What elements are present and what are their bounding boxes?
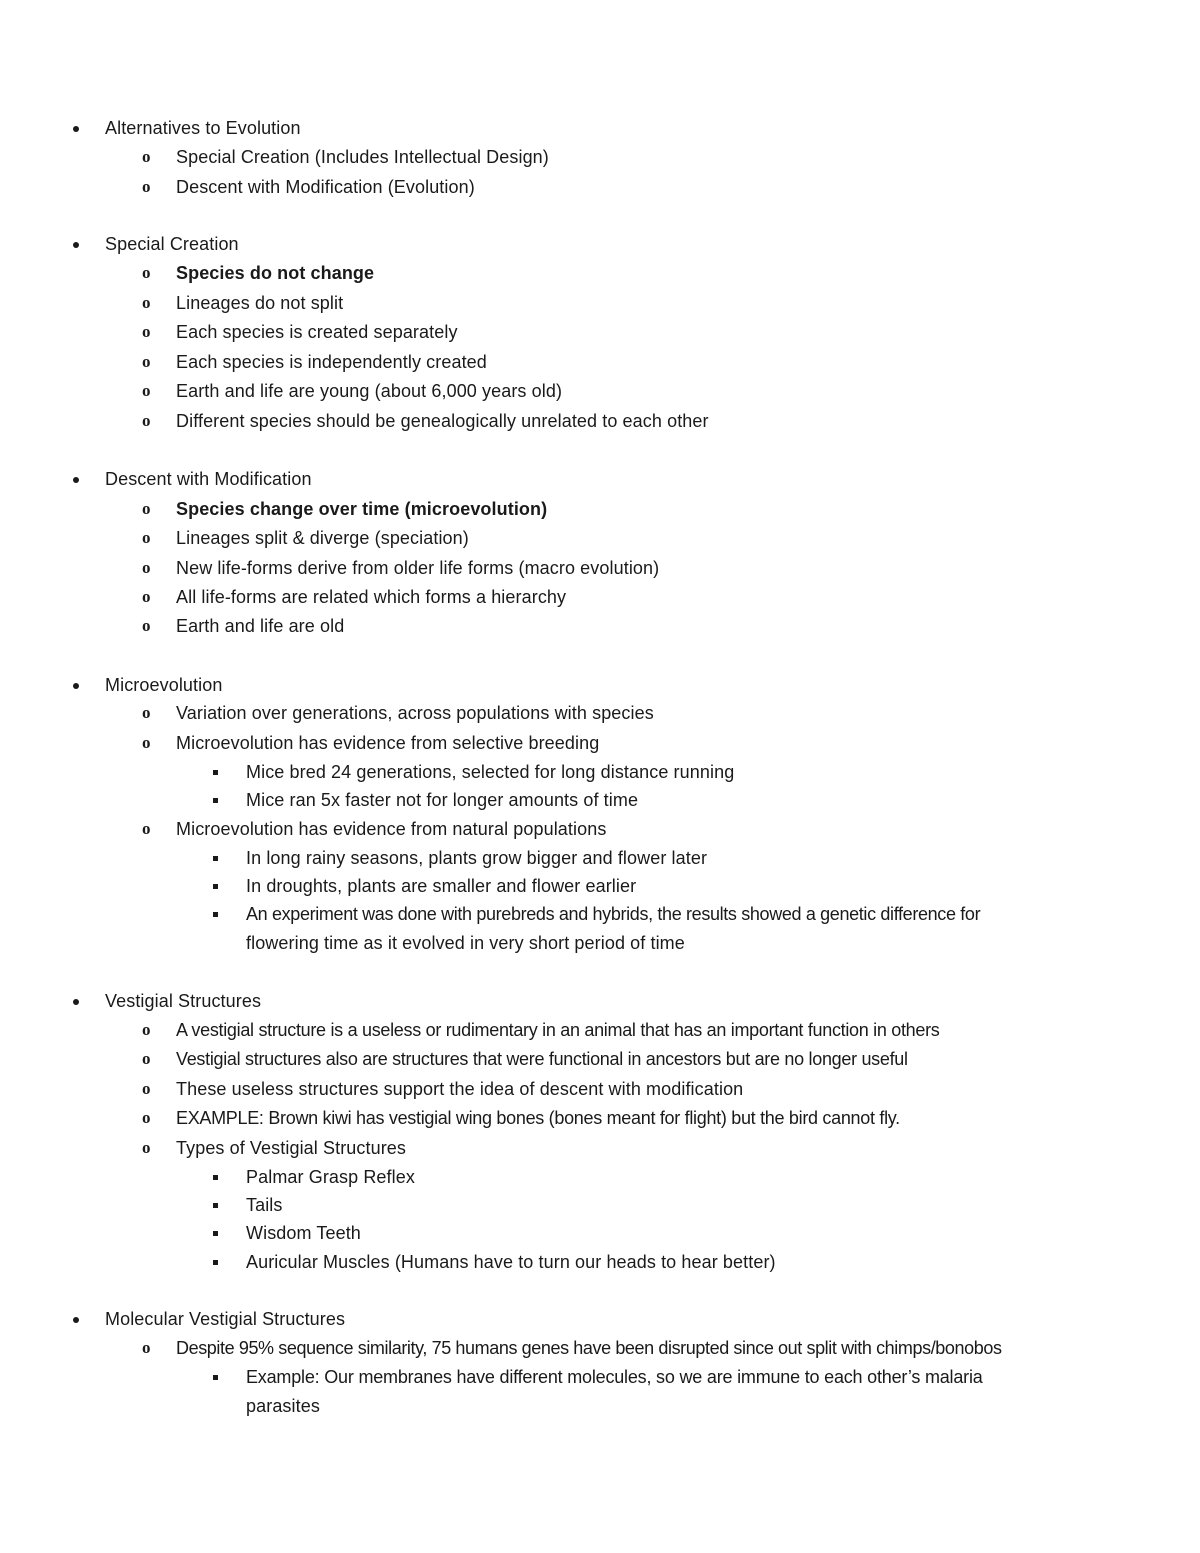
bullet-o: o xyxy=(142,293,151,312)
list-item: Types of Vestigial Structures xyxy=(176,1138,407,1158)
bullet-o: o xyxy=(142,819,151,838)
bullet-square xyxy=(213,1375,218,1380)
bullet-o: o xyxy=(142,263,151,282)
bullet-o: o xyxy=(142,411,151,430)
list-subitem: In droughts, plants are smaller and flower earlier xyxy=(246,876,637,896)
section-heading: Vestigial Structures xyxy=(105,991,262,1011)
bullet-o: o xyxy=(142,1108,151,1127)
list-item: Microevolution has evidence from natural populations xyxy=(176,819,607,839)
list-subitem-continuation: parasites xyxy=(246,1396,320,1416)
bullet-o: o xyxy=(142,499,151,518)
list-item: Different species should be genealogically unrelated to each other xyxy=(176,411,709,431)
list-item: Despite 95% sequence similarity, 75 humans genes have been disrupted since out split with chimps/bonobos xyxy=(176,1338,1002,1358)
bullet-o: o xyxy=(142,147,151,166)
list-subitem: Example: Our membranes have different molecules, so we are immune to each other’s malaria xyxy=(246,1367,983,1387)
list-subitem: Auricular Muscles (Humans have to turn our heads to hear better) xyxy=(246,1252,776,1272)
bullet-o: o xyxy=(142,1020,151,1039)
bullet-square xyxy=(213,770,218,775)
list-subitem: In long rainy seasons, plants grow bigger and flower later xyxy=(246,848,708,868)
list-subitem: Tails xyxy=(246,1195,283,1215)
list-item: A vestigial structure is a useless or rudimentary in an animal that has an important function in others xyxy=(176,1020,940,1040)
bullet-o: o xyxy=(142,177,151,196)
bullet-o: o xyxy=(142,1079,151,1098)
bullet-dot xyxy=(73,477,79,483)
bullet-square xyxy=(213,1260,218,1265)
list-subitem-continuation: flowering time as it evolved in very short period of time xyxy=(246,933,685,953)
bullet-o: o xyxy=(142,1049,151,1068)
bullet-o: o xyxy=(142,558,151,577)
bullet-dot xyxy=(73,126,79,132)
list-item: All life-forms are related which forms a hierarchy xyxy=(176,587,567,607)
list-item: Earth and life are young (about 6,000 years old) xyxy=(176,381,563,401)
list-item: Descent with Modification (Evolution) xyxy=(176,177,475,197)
bullet-square xyxy=(213,856,218,861)
bullet-o: o xyxy=(142,1338,151,1357)
list-item: Lineages do not split xyxy=(176,293,344,313)
bullet-dot xyxy=(73,683,79,689)
bullet-square xyxy=(213,1203,218,1208)
list-item: Species change over time (microevolution) xyxy=(176,499,548,519)
bullet-dot xyxy=(73,242,79,248)
list-subitem: Palmar Grasp Reflex xyxy=(246,1167,415,1187)
list-subitem: An experiment was done with purebreds and hybrids, the results showed a genetic difference for xyxy=(246,904,981,924)
bullet-o: o xyxy=(142,703,151,722)
bullet-o: o xyxy=(142,587,151,606)
bullet-o: o xyxy=(142,381,151,400)
section-heading: Special Creation xyxy=(105,234,239,254)
bullet-o: o xyxy=(142,733,151,752)
list-item: Species do not change xyxy=(176,263,375,283)
bullet-square xyxy=(213,912,218,917)
bullet-o: o xyxy=(142,528,151,547)
list-item: These useless structures support the idea of descent with modification xyxy=(176,1079,744,1099)
list-subitem: Mice bred 24 generations, selected for long distance running xyxy=(246,762,735,782)
section-heading: Molecular Vestigial Structures xyxy=(105,1309,346,1329)
list-item: Variation over generations, across populations with species xyxy=(176,703,654,723)
bullet-square xyxy=(213,884,218,889)
bullet-square xyxy=(213,1231,218,1236)
list-item: Microevolution has evidence from selective breeding xyxy=(176,733,600,753)
bullet-o: o xyxy=(142,322,151,341)
list-item: Each species is created separately xyxy=(176,322,458,342)
list-item: New life-forms derive from older life forms (macro evolution) xyxy=(176,558,660,578)
list-item: Earth and life are old xyxy=(176,616,345,636)
list-item: Vestigial structures also are structures that were functional in ancestors but are no longer useful xyxy=(176,1049,908,1069)
list-item: EXAMPLE: Brown kiwi has vestigial wing bones (bones meant for flight) but the bird cannot fly. xyxy=(176,1108,900,1128)
bullet-square xyxy=(213,1175,218,1180)
list-item: Each species is independently created xyxy=(176,352,487,372)
bullet-dot xyxy=(73,999,79,1005)
bullet-square xyxy=(213,798,218,803)
bullet-o: o xyxy=(142,352,151,371)
section-heading: Descent with Modification xyxy=(105,469,312,489)
list-item: Lineages split & diverge (speciation) xyxy=(176,528,469,548)
bullet-dot xyxy=(73,1317,79,1323)
bullet-o: o xyxy=(142,616,151,635)
list-subitem: Mice ran 5x faster not for longer amounts of time xyxy=(246,790,639,810)
list-item: Special Creation (Includes Intellectual Design) xyxy=(176,147,549,167)
list-subitem: Wisdom Teeth xyxy=(246,1223,361,1243)
section-heading: Alternatives to Evolution xyxy=(105,118,301,138)
bullet-o: o xyxy=(142,1138,151,1157)
section-heading: Microevolution xyxy=(105,675,223,695)
